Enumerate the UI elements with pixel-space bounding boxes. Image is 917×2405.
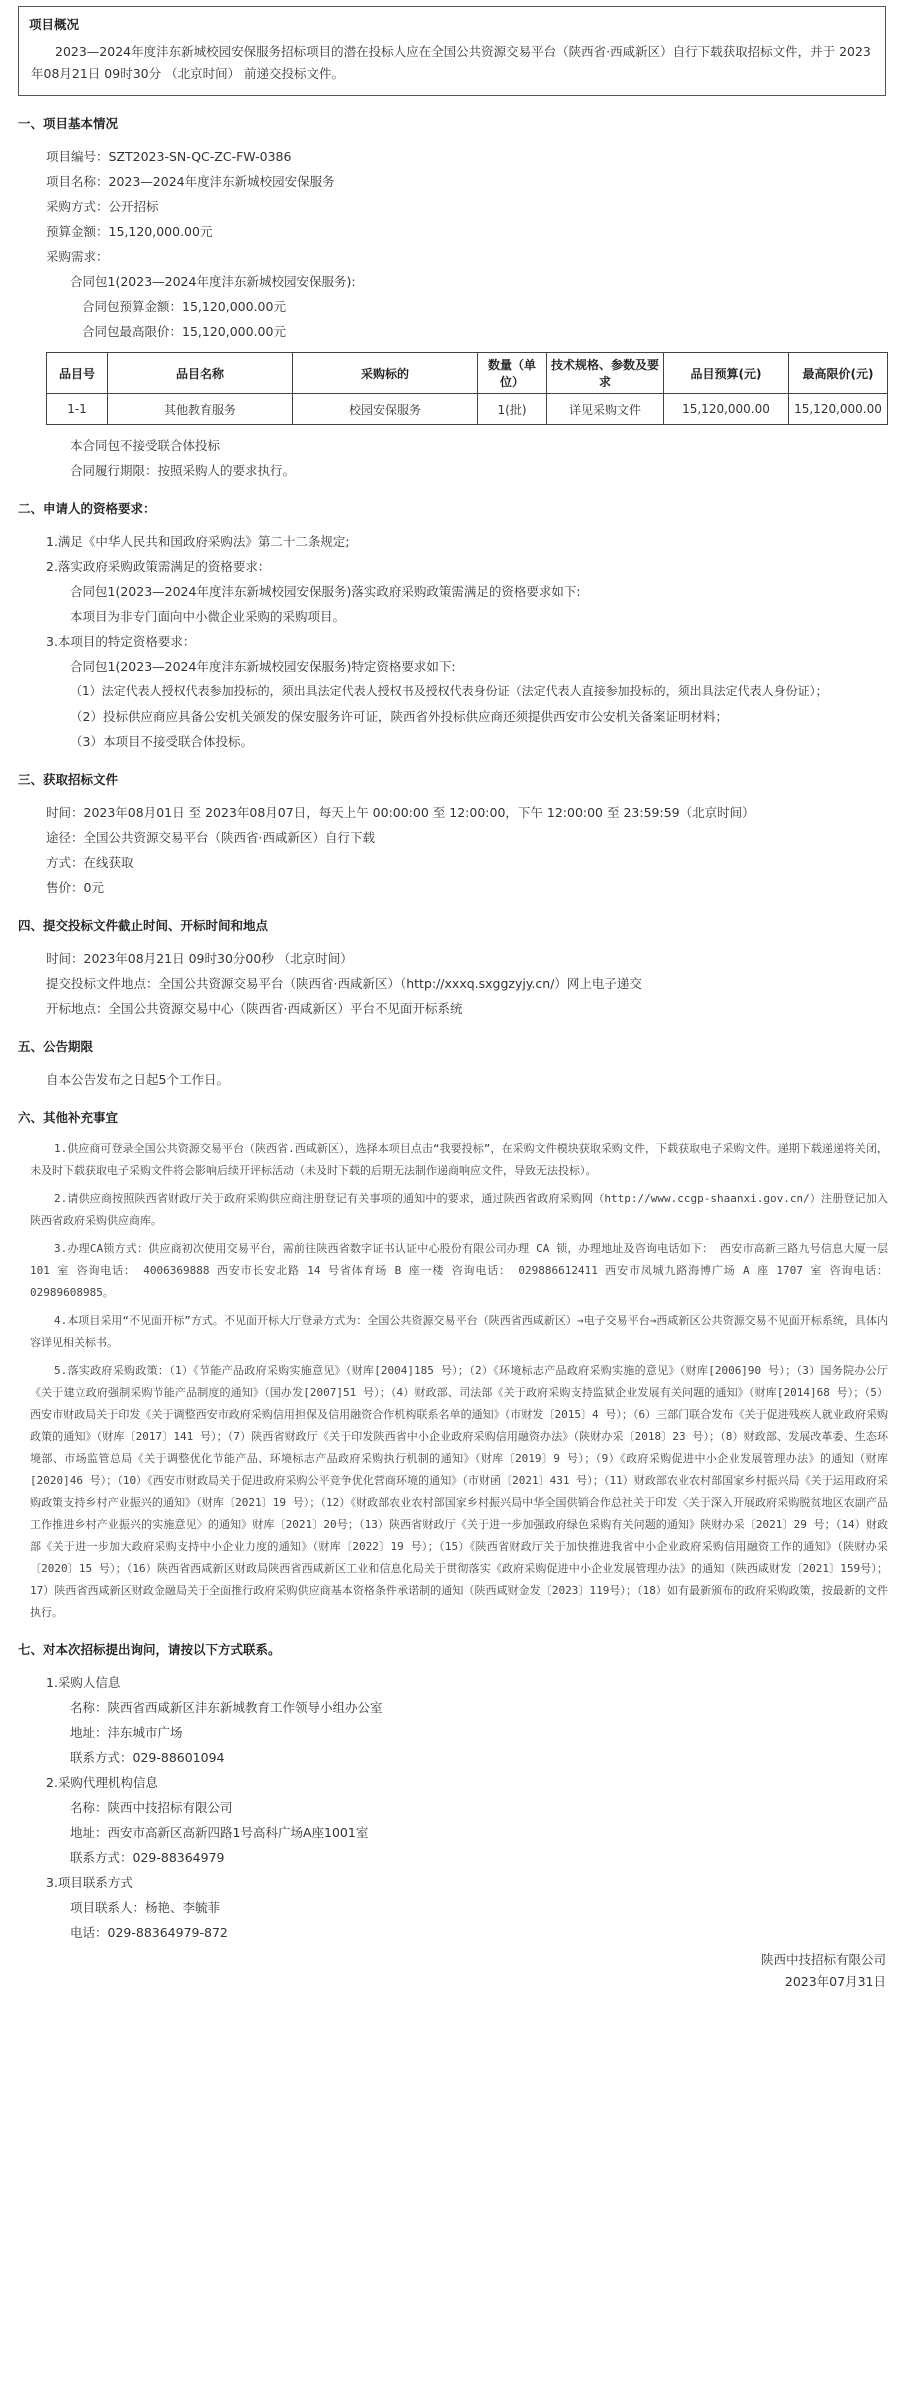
qualification-line-3: 合同包1(2023—2024年度沣东新城校园安保服务)落实政府采购政策需满足的资格要求如下: xyxy=(70,584,581,599)
agent-name: 名称：陕西中技招标有限公司 xyxy=(70,1800,233,1815)
items-table xyxy=(46,352,888,425)
table-row xyxy=(47,394,888,425)
project-contact-phone: 电话：029-88364979-872 xyxy=(70,1925,228,1940)
header-item-no: 品目号 xyxy=(47,353,108,394)
cell-item-no: 1-1 xyxy=(47,394,108,425)
agent-phone: 联系方式：029-88364979 xyxy=(70,1850,225,1865)
project-name: 项目名称：2023—2024年度沣东新城校园安保服务 xyxy=(46,174,335,189)
overview-text: 2023—2024年度沣东新城校园安保服务招标项目的潜在投标人应在全国公共资源交易平台（陕西省·西咸新区）自行下载获取招标文件，并于 2023年08月21日 09时30分 （北京时间） 前递交投标文件。 xyxy=(31,44,871,81)
cell-quantity: 1(批) xyxy=(478,394,547,425)
section-title-deadline: 四、提交投标文件截止时间、开标时间和地点 xyxy=(18,918,269,933)
deadline-time: 时间：2023年08月21日 09时30分00秒 （北京时间） xyxy=(46,951,353,966)
section-title-contact: 七、对本次招标提出询问，请按以下方式联系。 xyxy=(18,1642,281,1657)
contract-package: 合同包1(2023—2024年度沣东新城校园安保服务): xyxy=(70,274,356,289)
signature-org: 陕西中技招标有限公司 xyxy=(760,1952,886,1967)
other-matters xyxy=(18,1138,888,1624)
qualification-line-5: 3.本项目的特定资格要求： xyxy=(46,634,196,649)
table-header-row xyxy=(47,353,888,394)
other-paragraph-1: 1.供应商可登录全国公共资源交易平台（陕西省.西咸新区），选择本项目点击“我要投标”，在采购文件模块获取采购文件，下载获取电子采购文件。递期下载递递将关闭，未及时下载获取电子采购文件将会影响后续开评标活动（未及时下载的后期无法制作递商响应文件，导致无法投标）。 xyxy=(30,1142,888,1177)
announcement-page xyxy=(18,0,898,1993)
qualification-line-8: （2）投标供应商应具备公安机关颁发的保安服务许可证，陕西省外投标供应商还须提供西安市公安机关备案证明材料； xyxy=(70,709,728,724)
cell-max-price: 15,120,000.00 xyxy=(789,394,888,425)
package-budget: 合同包预算金额：15,120,000.00元 xyxy=(82,299,286,314)
cell-specs: 详见采购文件 xyxy=(547,394,664,425)
obtain-way: 途径：全国公共资源交易平台（陕西省·西咸新区）自行下载 xyxy=(46,830,375,845)
budget-amount: 预算金额：15,120,000.00元 xyxy=(46,224,213,239)
buyer-heading: 1.采购人信息 xyxy=(46,1675,121,1690)
header-item-name: 品目名称 xyxy=(108,353,293,394)
agent-heading: 2.采购代理机构信息 xyxy=(46,1775,158,1790)
other-paragraph-3: 3.办理CA锁方式：供应商初次使用交易平台，需前往陕西省数字证书认证中心股份有限公司办理 CA 锁，办理地址及咨询电话如下： 西安市高新三路九号信息大厦一层 101 室 咨询电话： 4006369888 西安市长安北路 14 号省体育场 B 座一楼 咨询电话： 029886612411 西安市凤城九路海博广场 A 座 1707 室 咨询电话： 02989608985。 xyxy=(30,1242,888,1299)
overview-title: 项目概况 xyxy=(29,17,80,32)
submit-location: 提交投标文件地点：全国公共资源交易平台（陕西省·西咸新区）（http://xxxq.sxggzyjy.cn/）网上电子递交 xyxy=(46,976,642,991)
signature-date: 2023年07月31日 xyxy=(784,1974,886,1989)
section-title-period: 五、公告期限 xyxy=(18,1039,94,1054)
section-title-obtain-docs: 三、获取招标文件 xyxy=(18,772,119,787)
announcement-period: 自本公告发布之日起5个工作日。 xyxy=(46,1072,229,1087)
other-paragraph-5: 5.落实政府采购政策：（1）《节能产品政府采购实施意见》（财库[2004]185 号）；（2）《环境标志产品政府采购实施的意见》（财库[2006]90 号）；（3）国务院办公厅《关于建立政府强制采购节能产品制度的通知》（国办发[2007]51 号）；（4）财政部、司法部《关于政府采购支持监狱企业发展有关问题的通知》（财库[2014]68 号）；（5）西安市财政局关于印发《关于调整西安市政府采购信用担保及信用融资合作机构联系名单的通知》（市财发〔2015〕4 号）；（6）三部门联合发布《关于促进残疾人就业政府采购政策的通知》（财库〔2017〕141 号）；（7）陕西省财政厅《关于印发陕西省中小企业政府采购信用融资办法》（陕财办采〔2018〕23 号）；（8）财政部、发展改革委、生态环境部、市场监管总局《关于调整优化节能产品、环境标志产品政府采购执行机制的通知》（财库〔2019〕9 号）；（9）《政府采购促进中小企业发展管理办法》的通知（财库[2020]46 号）；（10）《西安市财政局关于促进政府采购公平竞争优化营商环境的通知》（市财函〔2021〕431 号）；（11）财政部农业农村部国家乡村振兴局《关于运用政府采购政策支持乡村产业振兴的通知》（财库〔2021〕19 号）；（12）《财政部农业农村部国家乡村振兴局中华全国供销合作总社关于印发〈关于深入开展政府采购脱贫地区农副产品工作推进乡村产业振兴的实施意见〉的通知》财库〔2021〕20号；（13）陕西省财政厅《关于进一步加强政府绿色采购有关问题的通知》陕财办采〔2021〕29 号；（14）财政部《关于进一步加大政府采购支持中小企业力度的通知》（财库〔2022〕19 号）；（15）《陕西省财政厅关于加快推进我省中小企业政府采购信用融资工作的通知》（陕财办采〔2020〕15 号）；（16）陕西省西咸新区财政局陕西省西咸新区工业和信息化局关于贯彻落实《政府采购促进中小企业发展管理办法》的通知（陕西咸财发〔2021〕159号）；17）陕西省西咸新区财政金融局关于全面推行政府采购供应商基本资格条件承诺制的通知（陕西咸财金发〔2023〕119号）；（18）如有最新颁布的政府采购政策，按最新的文件执行。 xyxy=(30,1364,889,1619)
project-contact-heading: 3.项目联系方式 xyxy=(46,1875,133,1890)
project-number: 项目编号：SZT2023-SN-QC-ZC-FW-0386 xyxy=(46,149,292,164)
qualification-line-1: 1.满足《中华人民共和国政府采购法》第二十二条规定; xyxy=(46,534,350,549)
qualification-line-2: 2.落实政府采购政策需满足的资格要求： xyxy=(46,559,271,574)
project-contact-person: 项目联系人：杨艳、李毓菲 xyxy=(70,1900,221,1915)
buyer-name: 名称：陕西省西咸新区沣东新城教育工作领导小组办公室 xyxy=(70,1700,383,1715)
opening-location: 开标地点：全国公共资源交易中心（陕西省·西咸新区）平台不见面开标系统 xyxy=(46,1001,463,1016)
procurement-demand: 采购需求： xyxy=(46,249,109,264)
obtain-method: 方式：在线获取 xyxy=(46,855,134,870)
header-specs: 技术规格、参数及要求 xyxy=(547,353,664,394)
qualification-line-7: （1）法定代表人授权代表参加投标的，须出具法定代表人授权书及授权代表身份证（法定代表人直接参加投标的，须出具法定代表人身份证）； xyxy=(70,684,828,698)
buyer-phone: 联系方式：029-88601094 xyxy=(70,1750,225,1765)
no-consortium-note: 本合同包不接受联合体投标 xyxy=(70,438,221,453)
header-quantity: 数量（单位） xyxy=(478,353,547,394)
qualification-line-4: 本项目为非专门面向中小微企业采购的采购项目。 xyxy=(70,609,346,624)
agent-address: 地址：西安市高新区高新四路1号高科广场A座1001室 xyxy=(70,1825,369,1840)
obtain-time: 时间：2023年08月01日 至 2023年08月07日，每天上午 00:00:00 至 12:00:00，下午 12:00:00 至 23:59:59（北京时间） xyxy=(46,805,755,820)
header-target: 采购标的 xyxy=(293,353,478,394)
qualification-line-9: （3）本项目不接受联合体投标。 xyxy=(70,734,253,749)
obtain-price: 售价：0元 xyxy=(46,880,104,895)
buyer-address: 地址：沣东城市广场 xyxy=(70,1725,183,1740)
header-max-price: 最高限价(元) xyxy=(789,353,888,394)
section-title-other: 六、其他补充事宜 xyxy=(18,1110,119,1125)
procurement-method: 采购方式：公开招标 xyxy=(46,199,159,214)
header-item-budget: 品目预算(元) xyxy=(664,353,789,394)
cell-item-name: 其他教育服务 xyxy=(108,394,293,425)
section-title-qualification: 二、申请人的资格要求： xyxy=(18,501,156,516)
contract-period: 合同履行期限：按照采购人的要求执行。 xyxy=(70,463,296,478)
cell-item-budget: 15,120,000.00 xyxy=(664,394,789,425)
qualification-line-6: 合同包1(2023—2024年度沣东新城校园安保服务)特定资格要求如下: xyxy=(70,659,456,674)
section-title-basic-info: 一、项目基本情况 xyxy=(18,116,119,131)
package-max-price: 合同包最高限价：15,120,000.00元 xyxy=(82,324,286,339)
other-paragraph-2: 2.请供应商按照陕西省财政厅关于政府采购供应商注册登记有关事项的通知中的要求，通过陕西省政府采购网（http://www.ccgp-shaanxi.gov.cn/）注册登记加入陕西省政府采购供应商库。 xyxy=(30,1192,888,1227)
project-overview-box xyxy=(18,6,886,96)
cell-target: 校园安保服务 xyxy=(293,394,478,425)
other-paragraph-4: 4.本项目采用“不见面开标”方式。不见面开标大厅登录方式为：全国公共资源交易平台（陕西省西咸新区）→电子交易平台→西咸新区公共资源交易不见面开标系统，具体内容详见相关标书。 xyxy=(30,1314,888,1349)
